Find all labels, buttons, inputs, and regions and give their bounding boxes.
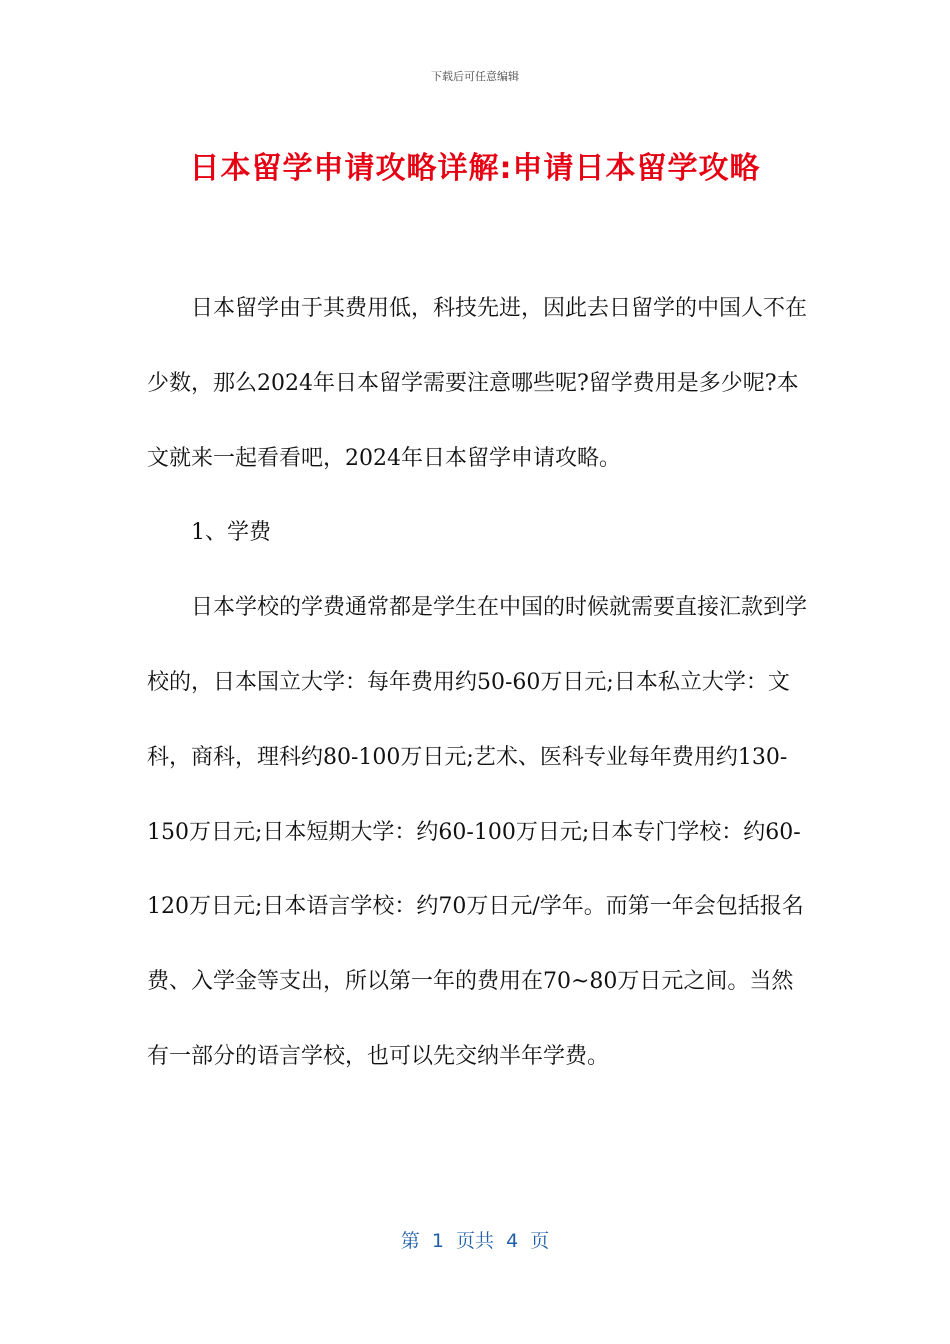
section-heading-tuition: 1、学费 — [191, 520, 271, 546]
intro-paragraph: 日本留学由于其费用低，科技先进，因此去日留学的中国人不在少数，那么2024年日本留学需要注意哪些呢?留学费用是多少呢?本文就来一起看看吧，2024年日本留学申请攻略。 — [147, 296, 808, 471]
document-title: 日本留学申请攻略详解:申请日本留学攻略 — [189, 151, 761, 186]
document-body — [147, 272, 807, 1095]
page-number-footer: 第 1 页共 4 页 — [400, 1230, 550, 1252]
header-note: 下载后可任意编辑 — [431, 70, 519, 83]
tuition-paragraph: 日本学校的学费通常都是学生在中国的时候就需要直接汇款到学校的，日本国立大学：每年费用约50-60万日元;日本私立大学：文科，商科，理科约80-100万日元;艺术、医科专业每年费用约130-150万日元;日本短期大学：约60-100万日元;日本专门学校：约60-120万日元;日本语言学校：约70万日元/学年。而第一年会包括报名费、入学金等支出，所以第一年的费用在70~80万日元之间。当然有一部分的语言学校，也可以先交纳半年学费。 — [147, 595, 808, 1069]
